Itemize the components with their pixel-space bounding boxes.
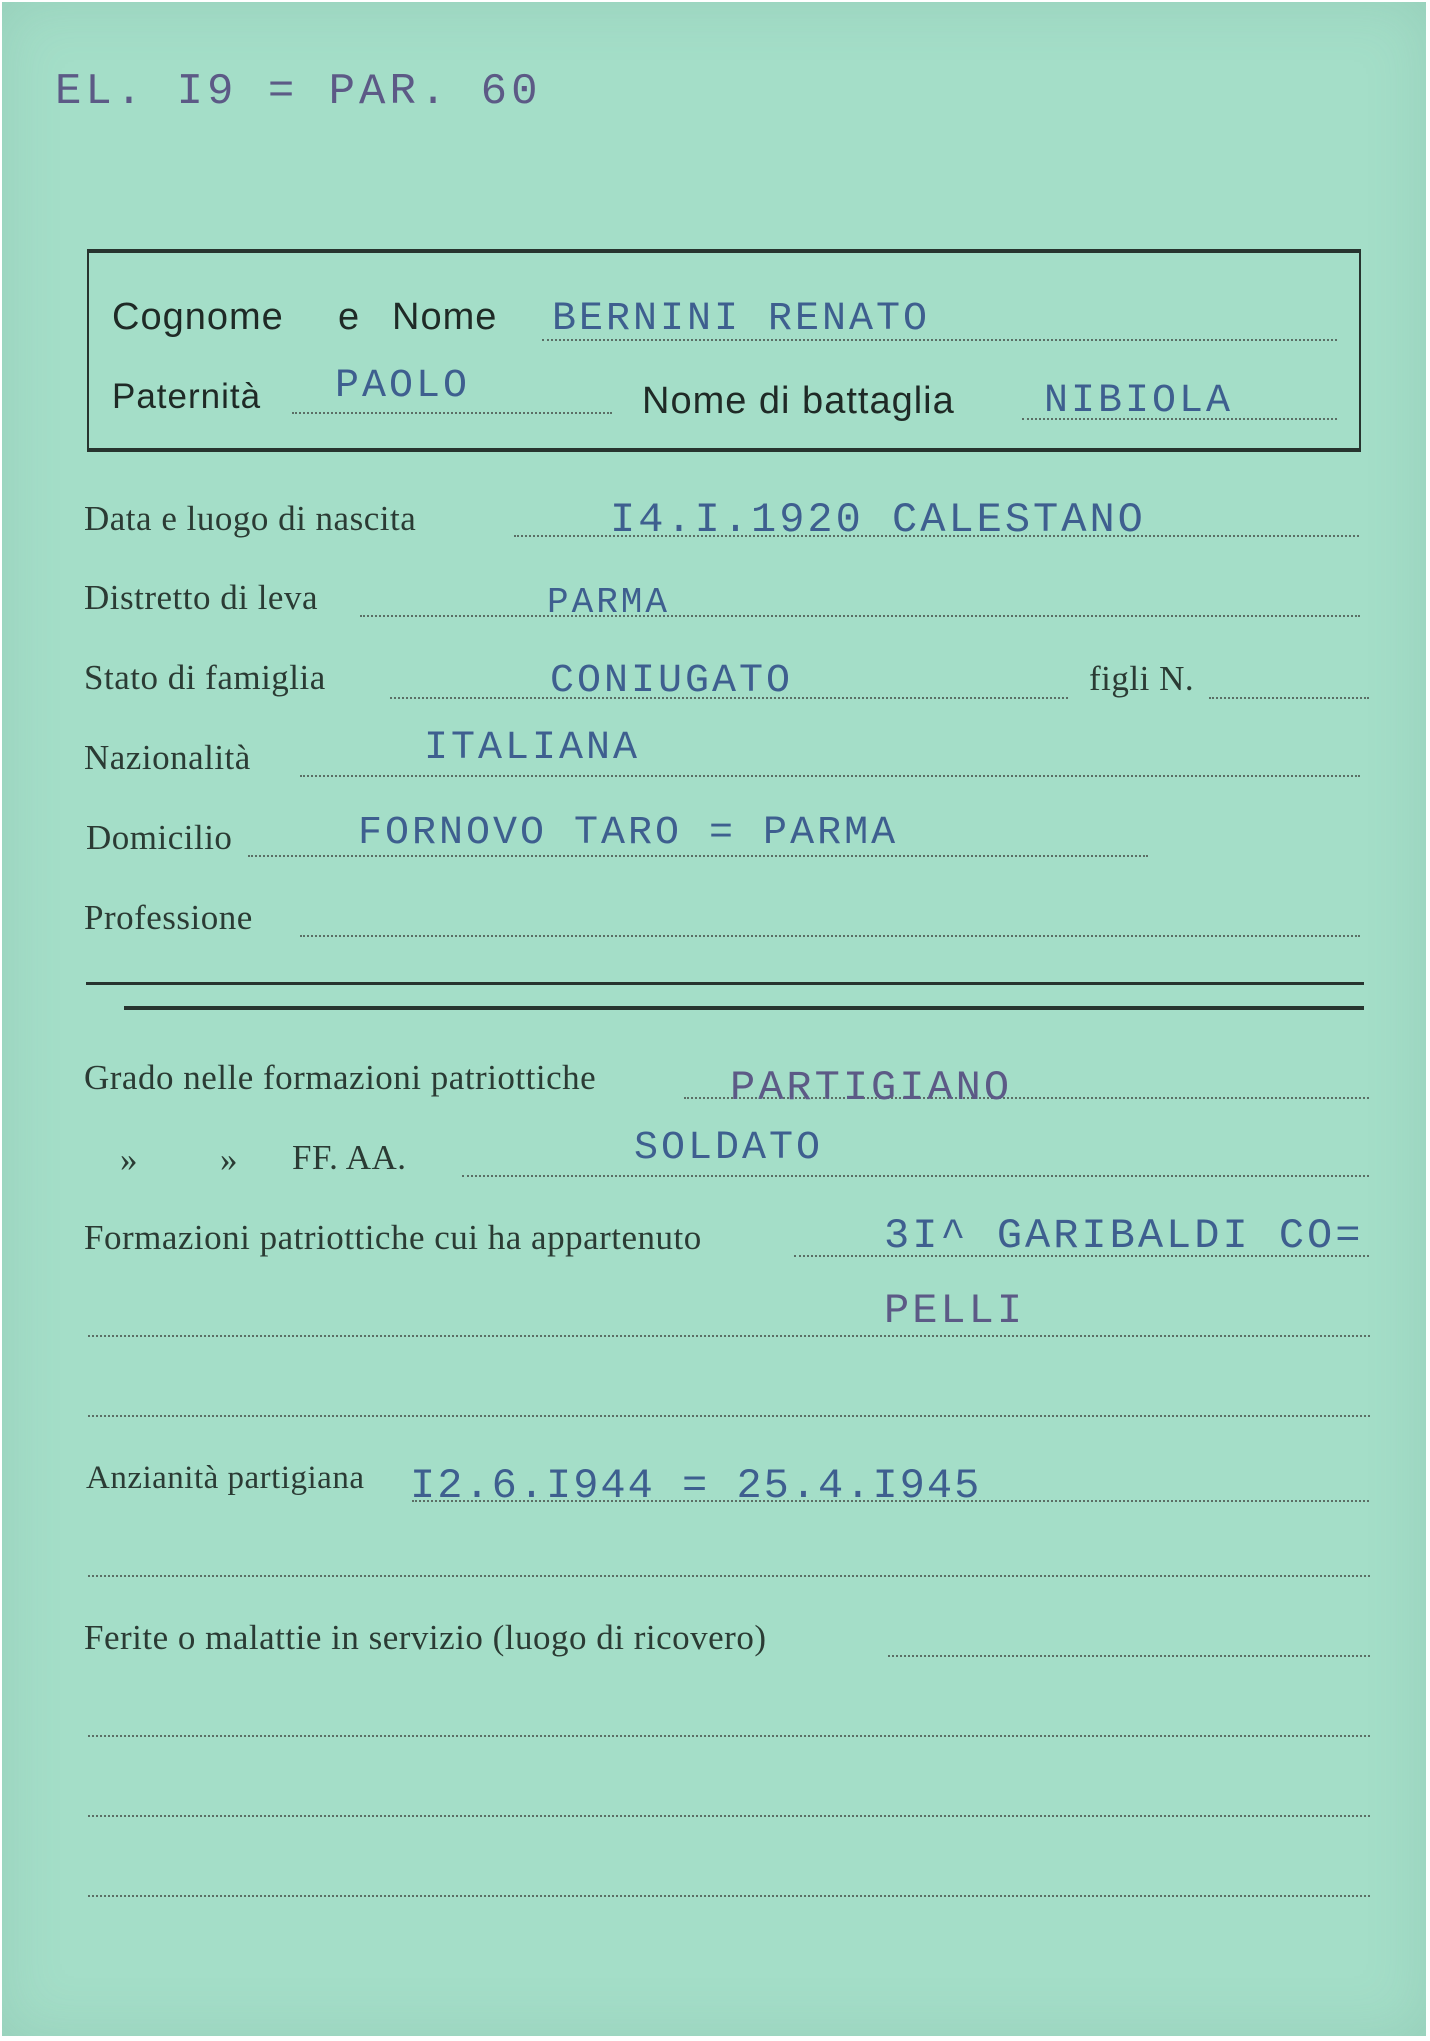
separator-top [86,982,1364,985]
surname-label: Cognome [112,296,284,338]
district-label: Distretto di leva [84,578,319,617]
wounds-line-2 [88,1735,1370,1737]
ffaa-quote-2: » [220,1140,238,1179]
rank-label: Grado nelle formazioni patriottiche [84,1058,597,1097]
paternity-value: PAOLO [335,364,471,409]
nationality-value: ITALIANA [424,726,641,771]
header-code: EL. I9 = PAR. 60 [55,67,542,117]
birth-label: Data e luogo di nascita [84,499,417,538]
profession-line [300,935,1360,937]
domicile-value: FORNOVO TARO = PARMA [358,811,899,856]
battle-name-value: NIBIOLA [1044,379,1234,424]
conj-label: e [338,296,361,338]
birth-value: I4.I.1920 CALESTANO [610,496,1146,544]
seniority-value: I2.6.I944 = 25.4.I945 [410,1462,982,1510]
ffaa-label: FF. AA. [292,1138,407,1177]
paternity-label: Paternità [112,377,262,416]
wounds-label: Ferite o malattie in servizio (luogo di ricovero) [84,1618,767,1657]
separator-bottom [124,1006,1364,1010]
formations-label: Formazioni patriottiche cui ha appartenuto [84,1218,702,1257]
seniority-label: Anzianità partigiana [86,1460,365,1496]
nationality-label: Nazionalità [84,738,251,777]
wounds-line-4 [88,1895,1370,1897]
district-line [360,615,1360,617]
rank-value: PARTIGIANO [730,1064,1013,1112]
formations-line-2 [88,1335,1370,1337]
seniority-line-2 [88,1575,1370,1577]
name-label: Nome [392,296,498,338]
family-value: CONIUGATO [550,659,794,704]
wounds-line-1 [888,1655,1370,1657]
formations-value-1: 3I^ GARIBALDI CO= [884,1212,1364,1260]
nationality-line [300,775,1360,777]
formations-value-2: PELLI [884,1287,1026,1335]
domicile-label: Domicilio [86,818,233,857]
ffaa-value: SOLDATO [634,1126,824,1171]
ffaa-line [462,1175,1369,1177]
ffaa-quote-1: » [120,1140,138,1179]
district-value: PARMA [547,582,671,623]
record-card [2,2,1426,2036]
formations-line-3 [88,1415,1370,1417]
family-label: Stato di famiglia [84,658,326,697]
surname-name-value: BERNINI RENATO [552,297,931,342]
battle-name-label: Nome di battaglia [642,380,955,422]
wounds-line-3 [88,1815,1370,1817]
profession-label: Professione [84,898,253,937]
children-line [1209,697,1369,699]
paternity-line [292,412,612,414]
children-label: figli N. [1089,659,1195,698]
